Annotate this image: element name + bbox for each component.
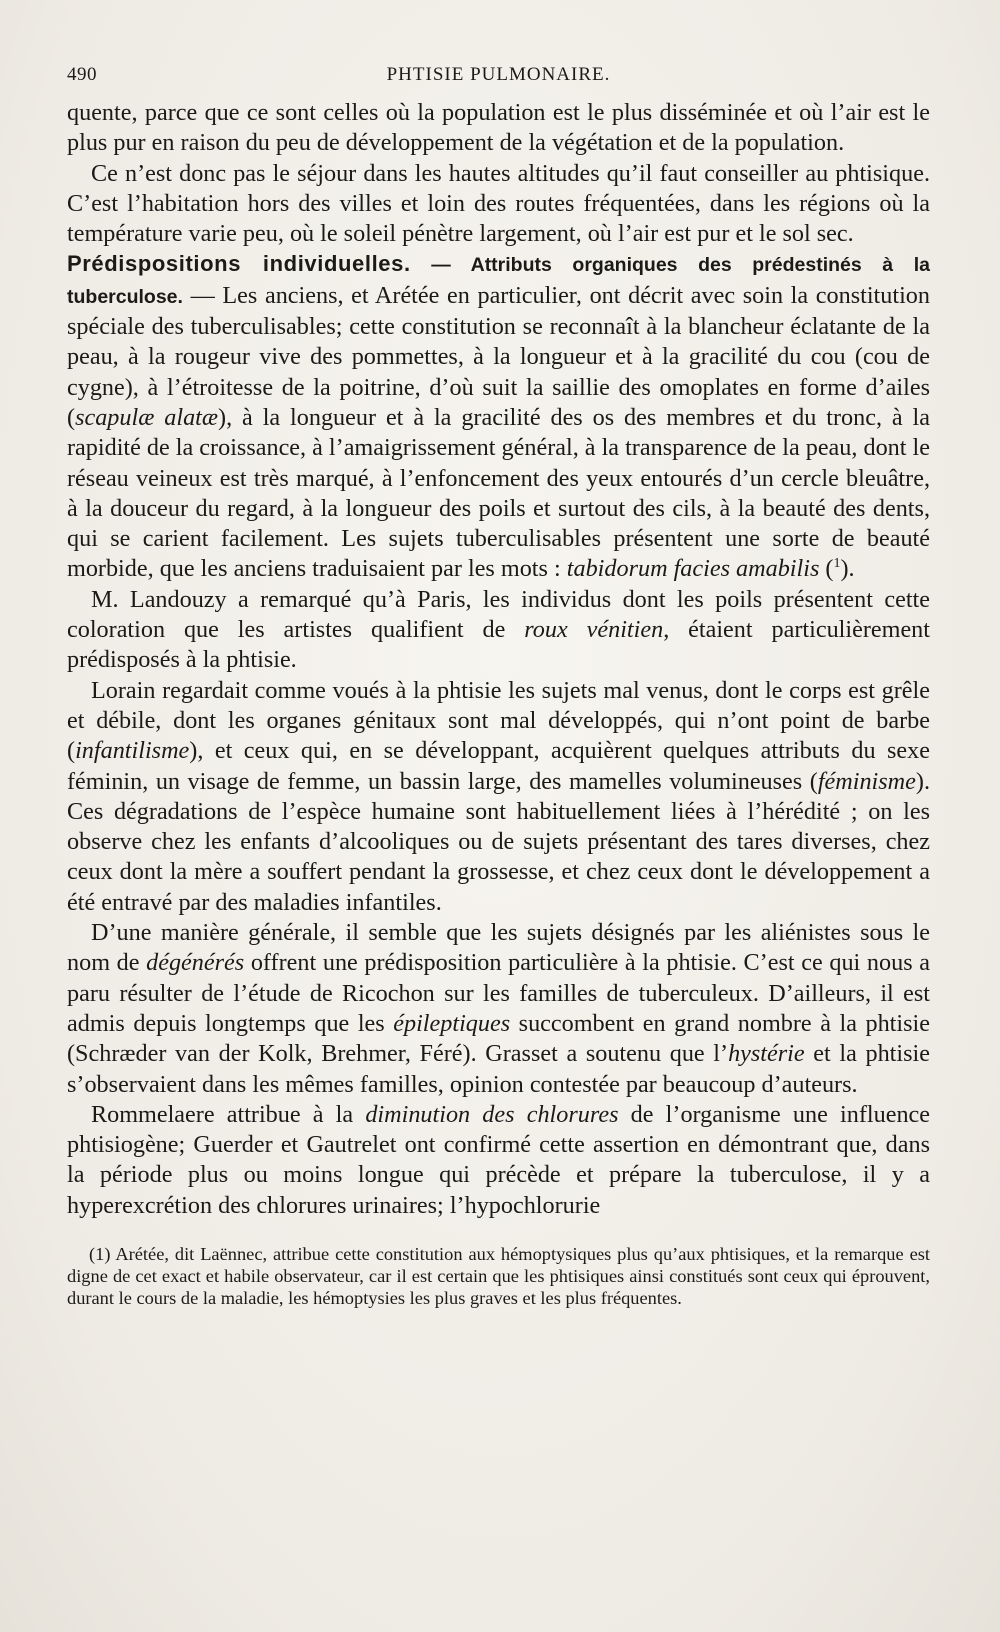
footnote-ref[interactable]: 1 — [833, 556, 841, 572]
paragraph: D’une manière générale, il semble que les sujets désignés par les aliénistes sous le nom de dégénérés offrent une prédisposition particulière à la phtisie. C’est ce qui nous a paru résulter de l’étude de Ricochon sur les familles de tuberculeux. D’ailleurs, il est admis depuis longtemps que les épileptiques succombent en grand nombre à la phtisie (Schræder van der Kolk, Brehmer, Féré). Grasset a soutenu que l’hystérie et la phtisie s’observaient dans les mêmes familles, opinion contestée par beaucoup d’auteurs. — [67, 919, 930, 1098]
footnote-marker: (1) — [89, 1243, 111, 1264]
section-subheading: Attributs organiques des prédestinés à la tuberculose. — [67, 254, 930, 308]
body-text — [67, 98, 930, 1221]
footnote-text: (1) Arétée, dit Laënnec, attribue cette constitution aux hémoptysiques plus qu’aux phtisiques, et la remarque est digne de cet exact et habile observateur, car il est certain que les phtisiques ainsi constitués sont ceux qui éprouvent, durant le cours de la maladie, les hémoptysies les plus graves et les plus fréquentes. — [67, 1243, 930, 1308]
paragraph: quente, parce que ce sont celles où la population est le plus disséminée et où l’air est le plus pur en raison du peu de développement de la végétation et de la population. — [67, 99, 930, 157]
footnote — [67, 1243, 930, 1309]
running-title: PHTISIE PULMONAIRE. — [386, 64, 611, 85]
paragraph: Ce n’est donc pas le séjour dans les hautes altitudes qu’il faut conseiller au phtisique. C’est l’habitation hors des villes et loin des routes fréquentées, dans les régions où la température varie peu, où le soleil pénètre largement, où l’air est pur et le sol sec. — [67, 159, 930, 248]
paragraph: Rommelaere attribue à la diminution des chlorures de l’organisme une influence phtisiogène; Guerder et Gautrelet ont confirmé cette assertion en démontrant que, dans la période plus ou moins longue qui précède et prépare la tuberculose, il y a hyperexcrétion des chlorures urinaires; l’hypochlorurie — [67, 1100, 931, 1219]
section-paragraph: Prédispositions individuelles. — Attributs organiques des prédestinés à la tuberculose. — Les anciens, et Arétée en particulier, ont décrit avec soin la constitution spéciale des tuberculisables; cette constitution se reconnaît à la blancheur éclatante de la peau, à la rougeur vive des pommettes, à la longueur et à la gracilité du cou (cou de cygne), à l’étroitesse de la poitrine, d’où suit la saillie des omoplates en forme d’ailes (scapulæ alatæ), à la longueur et à la gracilité des os des membres et du tronc, à la rapidité de la croissance, à l’amaigrissement général, à la transparence de la peau, dont le réseau veineux est très marqué, à l’enfoncement des yeux entourés d’un cercle bleuâtre, à la douceur du regard, à la longueur des poils et surtout des cils, à la beauté des dents, qui se carient facilement. Les sujets tuberculisables présentent une sorte de beauté morbide, que les anciens traduisaient par les mots : tabidorum facies amabilis ($^1$). — [67, 251, 931, 583]
paragraph: Lorain regardait comme voués à la phtisie les sujets mal venus, dont le corps est grêle et débile, dont les organes génitaux sont mal développés, qui n’ont point de barbe (infantilisme), et ceux qui, en se développant, acquièrent quelques attributs du sexe féminin, un visage de femme, un bassin large, des mamelles volumineuses (féminisme). Ces dégradations de l’espèce humaine sont habituellement liées à l’hérédité ; on les observe chez les enfants d’alcooliques ou de sujets présentant des tares diverses, chez ceux dont la mère a souffert pendant la grossesse, et chez ceux dont le développement a été entravé par des maladies infantiles. — [67, 676, 930, 916]
page-number: 490 — [67, 64, 97, 85]
section-heading: Prédispositions individuelles. — Attributs organiques des prédestinés à la tuberculose. — [67, 251, 930, 308]
paragraph: M. Landouzy a remarqué qu’à Paris, les individus dont les poils présentent cette coloration que les artistes qualifient de roux vénitien, étaient particulièrement prédisposés à la phtisie. — [67, 585, 930, 674]
running-header — [67, 64, 930, 98]
